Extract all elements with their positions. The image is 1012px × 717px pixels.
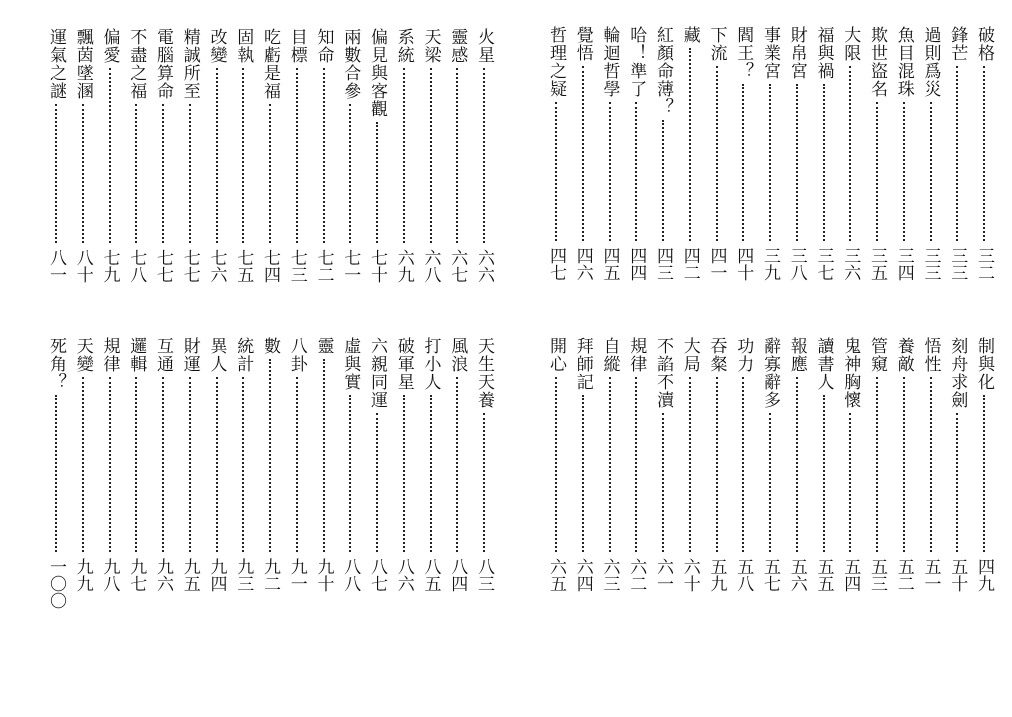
toc-entry-page-number: 三七 <box>813 247 834 281</box>
toc-entry-title: 欺世盜名 <box>867 26 887 98</box>
toc-entry <box>259 28 281 293</box>
toc-entry-title: 知命 <box>313 28 334 64</box>
toc-entry-page-number: 九三 <box>233 558 254 592</box>
toc-entry <box>732 337 754 602</box>
toc-entry-title: 六親同運 <box>367 337 387 409</box>
toc-entry <box>625 337 647 602</box>
toc-entry <box>946 26 968 291</box>
dot-leader <box>903 377 905 552</box>
dot-leader <box>635 102 637 241</box>
toc-bottom-left <box>45 337 495 609</box>
toc-entry <box>313 337 335 602</box>
dot-leader <box>242 68 244 243</box>
toc-entry-page-number: 五三 <box>867 558 887 592</box>
dot-leader <box>609 102 611 241</box>
toc-entry <box>152 28 174 293</box>
toc-entry-page-number: 八七 <box>367 558 387 592</box>
dot-leader <box>430 68 432 243</box>
toc-entry <box>420 337 442 602</box>
toc-entry-title: 靈 <box>313 337 334 355</box>
toc-entry <box>473 337 495 602</box>
toc-entry-title: 系統 <box>393 28 414 64</box>
dot-leader <box>323 359 325 552</box>
toc-entry <box>866 26 888 291</box>
toc-entry-page-number: 九十 <box>313 558 334 592</box>
toc-entry-title: 輪迴哲學 <box>599 26 620 98</box>
toc-entry-page-number: 四四 <box>626 247 647 281</box>
toc-entry <box>599 337 621 602</box>
toc-entry-title: 固執 <box>233 28 254 64</box>
toc-entry-title: 過則爲災 <box>920 26 941 98</box>
toc-entry <box>839 26 861 291</box>
toc-entry-title: 大限 <box>840 26 861 62</box>
dot-leader <box>55 395 57 552</box>
dot-leader <box>555 377 557 552</box>
toc-entry-page-number: 八三 <box>474 558 494 592</box>
toc-entry-page-number: 八一 <box>46 249 66 283</box>
dot-leader <box>742 377 744 552</box>
toc-entry-page-number: 三九 <box>760 247 780 281</box>
toc-entry-page-number: 九一 <box>286 558 307 592</box>
toc-entry <box>339 28 361 293</box>
toc-entry-title: 八卦 <box>286 337 307 373</box>
toc-entry-page-number: 三八 <box>786 247 807 281</box>
toc-entry-page-number: 六七 <box>447 249 468 283</box>
toc-entry <box>179 28 201 293</box>
toc-entry-title: 天生天養 <box>474 337 494 409</box>
toc-entry-title: 覺悟 <box>572 26 593 62</box>
dot-leader <box>823 84 825 241</box>
dot-leader <box>555 102 557 241</box>
toc-entry <box>706 337 728 602</box>
toc-entry-title: 互通 <box>153 337 173 373</box>
toc-entry-title: 報應 <box>786 337 807 373</box>
toc-entry <box>759 337 781 602</box>
toc-entry-page-number: 七三 <box>286 249 307 283</box>
toc-entry-title: 偏見與客觀 <box>367 28 387 118</box>
toc-entry-title: 大局 <box>679 337 700 373</box>
toc-entry-title: 讀書人 <box>813 337 834 391</box>
toc-entry-title: 死角？ <box>46 337 66 391</box>
toc-entry <box>786 26 808 291</box>
toc-entry <box>232 337 254 602</box>
dot-leader <box>323 68 325 243</box>
dot-leader <box>930 102 932 241</box>
dot-leader <box>82 377 84 552</box>
toc-entry-title: 規律 <box>626 337 647 373</box>
toc-entry-title: 辭寡辭多 <box>760 337 780 409</box>
toc-entry-page-number: 五九 <box>706 558 727 592</box>
toc-entry-page-number: 五一 <box>920 558 941 592</box>
toc-entry-page-number: 九五 <box>179 558 200 592</box>
toc-entry-page-number: 五十 <box>947 558 968 592</box>
dot-leader <box>983 395 985 552</box>
dot-leader <box>796 377 798 552</box>
dot-leader <box>216 68 218 243</box>
toc-entry-title: 破格 <box>974 26 994 62</box>
toc-entry-title: 養敵 <box>893 337 914 373</box>
toc-entry-page-number: 七九 <box>99 249 120 283</box>
toc-entry <box>946 337 968 602</box>
toc-entry-title: 運氣之謎 <box>46 28 66 100</box>
toc-entry-title: 破軍星 <box>393 337 414 391</box>
toc-entry-page-number: 四七 <box>546 247 566 281</box>
dot-leader <box>456 377 458 552</box>
toc-entry-title: 刻舟求劍 <box>947 337 968 409</box>
dot-leader <box>769 84 771 241</box>
toc-entry-page-number: 七五 <box>233 249 254 283</box>
toc-entry-title: 不盡之福 <box>126 28 147 100</box>
toc-entry <box>759 26 781 291</box>
dot-leader <box>662 413 664 552</box>
toc-entry-page-number: 五六 <box>786 558 807 592</box>
toc-entry-page-number: 六二 <box>626 558 647 592</box>
toc-entry-title: 異人 <box>206 337 227 373</box>
toc-entry-title: 鬼神胸懷 <box>840 337 861 409</box>
toc-entry-title: 藏 <box>679 26 700 44</box>
toc-entry-page-number: 三六 <box>840 247 861 281</box>
dot-leader <box>216 377 218 552</box>
toc-entry-page-number: 六一 <box>653 558 673 592</box>
toc-top-right <box>545 26 995 291</box>
toc-entry-page-number: 八十 <box>72 249 93 283</box>
dot-leader <box>742 84 744 241</box>
dot-leader <box>109 377 111 552</box>
dot-leader <box>135 104 137 243</box>
toc-entry-title: 天變 <box>72 337 93 373</box>
toc-entry <box>259 337 281 602</box>
toc-entry-page-number: 七七 <box>153 249 173 283</box>
toc-entry <box>152 337 174 602</box>
dot-leader <box>55 104 57 243</box>
dot-leader <box>849 66 851 241</box>
dot-leader <box>483 68 485 243</box>
toc-entry <box>599 26 621 291</box>
toc-entry <box>625 26 647 291</box>
dot-leader <box>876 102 878 241</box>
dot-leader <box>109 68 111 243</box>
dot-leader <box>849 413 851 552</box>
toc-entry-page-number: 九二 <box>260 558 280 592</box>
toc-columns <box>545 337 995 602</box>
toc-entry <box>393 28 415 293</box>
dot-leader <box>162 377 164 552</box>
toc-entry-page-number: 五四 <box>840 558 861 592</box>
toc-entry-page-number: 六三 <box>599 558 620 592</box>
toc-entry-title: 閻王？ <box>733 26 754 80</box>
toc-entry <box>652 26 674 291</box>
toc-entry <box>893 337 915 602</box>
toc-entry-page-number: 五五 <box>813 558 834 592</box>
toc-entry <box>446 337 468 602</box>
toc-entry-page-number: 四六 <box>572 247 593 281</box>
toc-entry-page-number: 一〇〇 <box>46 558 66 609</box>
toc-entry-title: 財運 <box>179 337 200 373</box>
toc-entry-title: 魚目混珠 <box>893 26 914 98</box>
dot-leader <box>349 104 351 243</box>
toc-entry-page-number: 八六 <box>393 558 414 592</box>
dot-leader <box>582 395 584 552</box>
toc-entry-title: 火星 <box>474 28 494 64</box>
dot-leader <box>403 395 405 552</box>
toc-entry <box>420 28 442 293</box>
toc-entry-title: 財帛宮 <box>786 26 807 80</box>
toc-entry-title: 兩數合參 <box>340 28 361 100</box>
toc-entry <box>393 337 415 602</box>
toc-entry-page-number: 八四 <box>447 558 468 592</box>
toc-entry-page-number: 四九 <box>974 558 994 592</box>
dot-leader <box>662 120 664 241</box>
dot-leader <box>376 413 378 552</box>
toc-entry-page-number: 九七 <box>126 558 147 592</box>
toc-entry-title: 管窺 <box>867 337 887 373</box>
dot-leader <box>269 359 271 552</box>
toc-entry-page-number: 九六 <box>153 558 173 592</box>
dot-leader <box>689 48 691 241</box>
toc-entry <box>679 337 701 602</box>
toc-entry-page-number: 六四 <box>572 558 593 592</box>
toc-entry-page-number: 七七 <box>179 249 200 283</box>
toc-entry-title: 鋒芒 <box>947 26 968 62</box>
toc-entry-page-number: 五二 <box>893 558 914 592</box>
toc-entry-title: 規律 <box>99 337 120 373</box>
toc-entry-page-number: 三四 <box>893 247 914 281</box>
toc-entry <box>72 337 94 602</box>
dot-leader <box>903 102 905 241</box>
toc-entry-page-number: 五七 <box>760 558 780 592</box>
toc-entry-title: 虛與實 <box>340 337 361 391</box>
toc-entry-title: 自縱 <box>599 337 620 373</box>
toc-entry-title: 福與禍 <box>813 26 834 80</box>
toc-entry-page-number: 八八 <box>340 558 361 592</box>
toc-entry-title: 電腦算命 <box>153 28 173 100</box>
toc-entry <box>920 337 942 602</box>
toc-entry <box>286 337 308 602</box>
toc-entry-title: 吞粲 <box>706 337 727 373</box>
dot-leader <box>242 377 244 552</box>
dot-leader <box>956 413 958 552</box>
toc-entry <box>473 28 495 293</box>
toc-entry <box>366 337 388 602</box>
toc-entry-page-number: 六五 <box>546 558 566 592</box>
dot-leader <box>456 68 458 243</box>
toc-entry-page-number: 九四 <box>206 558 227 592</box>
toc-entry-title: 偏愛 <box>99 28 120 64</box>
toc-entry-page-number: 六十 <box>679 558 700 592</box>
toc-entry-title: 拜師記 <box>572 337 593 391</box>
dot-leader <box>769 413 771 552</box>
dot-leader <box>82 104 84 243</box>
toc-entry <box>920 26 942 291</box>
toc-entry-page-number: 七八 <box>126 249 147 283</box>
toc-entry-title: 改變 <box>206 28 227 64</box>
dot-leader <box>269 104 271 243</box>
toc-entry-title: 制與化 <box>974 337 994 391</box>
toc-entry <box>446 28 468 293</box>
toc-entry-page-number: 四三 <box>653 247 673 281</box>
toc-entry <box>973 26 995 291</box>
dot-leader <box>296 377 298 552</box>
toc-entry-title: 統計 <box>233 337 254 373</box>
toc-entry <box>45 28 67 293</box>
toc-entry-title: 目標 <box>286 28 307 64</box>
toc-entry-title: 打小人 <box>420 337 441 391</box>
dot-leader <box>403 68 405 243</box>
toc-entry <box>786 337 808 602</box>
toc-entry-page-number: 三五 <box>867 247 887 281</box>
dot-leader <box>135 377 137 552</box>
toc-entry-title: 精誠所至 <box>179 28 200 100</box>
toc-entry-page-number: 九九 <box>72 558 93 592</box>
toc-entry-page-number: 三三 <box>947 247 968 281</box>
dot-leader <box>876 377 878 552</box>
toc-entry-page-number: 六六 <box>474 249 494 283</box>
toc-entry-page-number: 七二 <box>313 249 334 283</box>
toc-entry-page-number: 七四 <box>260 249 280 283</box>
dot-leader <box>689 377 691 552</box>
dot-leader <box>635 377 637 552</box>
toc-entry-title: 紅顏命薄？ <box>653 26 673 116</box>
toc-entry <box>232 28 254 293</box>
toc-entry-title: 風浪 <box>447 337 468 373</box>
dot-leader <box>430 395 432 552</box>
toc-entry <box>572 26 594 291</box>
toc-entry-page-number: 四二 <box>679 247 700 281</box>
dot-leader <box>983 66 985 241</box>
toc-entry <box>706 26 728 291</box>
toc-entry-title: 下流 <box>706 26 727 62</box>
toc-entry <box>125 28 147 293</box>
toc-entry <box>313 28 335 293</box>
dot-leader <box>796 84 798 241</box>
toc-entry-title: 天梁 <box>420 28 441 64</box>
toc-entry-page-number: 六八 <box>420 249 441 283</box>
toc-entry <box>206 337 228 602</box>
toc-entry <box>45 337 67 609</box>
toc-entry <box>652 337 674 602</box>
toc-entry <box>679 26 701 291</box>
toc-entry-title: 數 <box>260 337 280 355</box>
toc-entry-page-number: 四十 <box>733 247 754 281</box>
toc-entry-title: 悟性 <box>920 337 941 373</box>
toc-entry <box>572 337 594 602</box>
dot-leader <box>823 395 825 552</box>
toc-entry <box>72 28 94 293</box>
dot-leader <box>189 377 191 552</box>
toc-entry-page-number: 四一 <box>706 247 727 281</box>
toc-entry-title: 哲理之疑 <box>546 26 566 98</box>
toc-entry <box>732 26 754 291</box>
toc-entry <box>206 28 228 293</box>
toc-entry <box>839 337 861 602</box>
dot-leader <box>956 66 958 241</box>
toc-entry <box>125 337 147 602</box>
dot-leader <box>582 66 584 241</box>
dot-leader <box>162 104 164 243</box>
toc-entry-title: 功力 <box>733 337 754 373</box>
dot-leader <box>349 395 351 552</box>
toc-entry-page-number: 八五 <box>420 558 441 592</box>
dot-leader <box>609 377 611 552</box>
toc-entry-page-number: 九八 <box>99 558 120 592</box>
dot-leader <box>483 413 485 552</box>
toc-entry-page-number: 七一 <box>340 249 361 283</box>
toc-entry-page-number: 三三 <box>920 247 941 281</box>
toc-entry <box>286 28 308 293</box>
toc-top-left <box>45 28 495 293</box>
toc-columns <box>545 26 995 291</box>
toc-entry <box>545 337 567 602</box>
toc-entry-title: 事業宮 <box>760 26 780 80</box>
toc-entry-page-number: 五八 <box>733 558 754 592</box>
toc-entry <box>545 26 567 291</box>
toc-entry-title: 飄茵墜溷 <box>72 28 93 100</box>
toc-entry-page-number: 七六 <box>206 249 227 283</box>
toc-entry <box>366 28 388 293</box>
toc-entry-title: 不諂不瀆 <box>653 337 673 409</box>
toc-entry-page-number: 七十 <box>367 249 387 283</box>
dot-leader <box>189 104 191 243</box>
dot-leader <box>716 66 718 241</box>
toc-entry <box>893 26 915 291</box>
toc-entry-title: 吃虧是福 <box>260 28 280 100</box>
toc-entry <box>973 337 995 602</box>
toc-entry <box>813 26 835 291</box>
toc-entry-page-number: 三二 <box>974 247 994 281</box>
dot-leader <box>296 68 298 243</box>
toc-entry-title: 開心 <box>546 337 566 373</box>
toc-entry <box>99 28 121 293</box>
toc-entry-title: 靈感 <box>447 28 468 64</box>
toc-entry-title: 邏輯 <box>126 337 147 373</box>
toc-columns <box>45 28 495 293</box>
dot-leader <box>716 377 718 552</box>
toc-entry <box>179 337 201 602</box>
toc-bottom-right <box>545 337 995 602</box>
toc-columns <box>45 337 495 609</box>
toc-entry-page-number: 六九 <box>393 249 414 283</box>
toc-entry-page-number: 四五 <box>599 247 620 281</box>
toc-entry <box>866 337 888 602</box>
toc-entry <box>813 337 835 602</box>
toc-entry <box>99 337 121 602</box>
toc-entry <box>339 337 361 602</box>
dot-leader <box>930 377 932 552</box>
dot-leader <box>376 122 378 243</box>
toc-entry-title: 哈！準了 <box>626 26 647 98</box>
